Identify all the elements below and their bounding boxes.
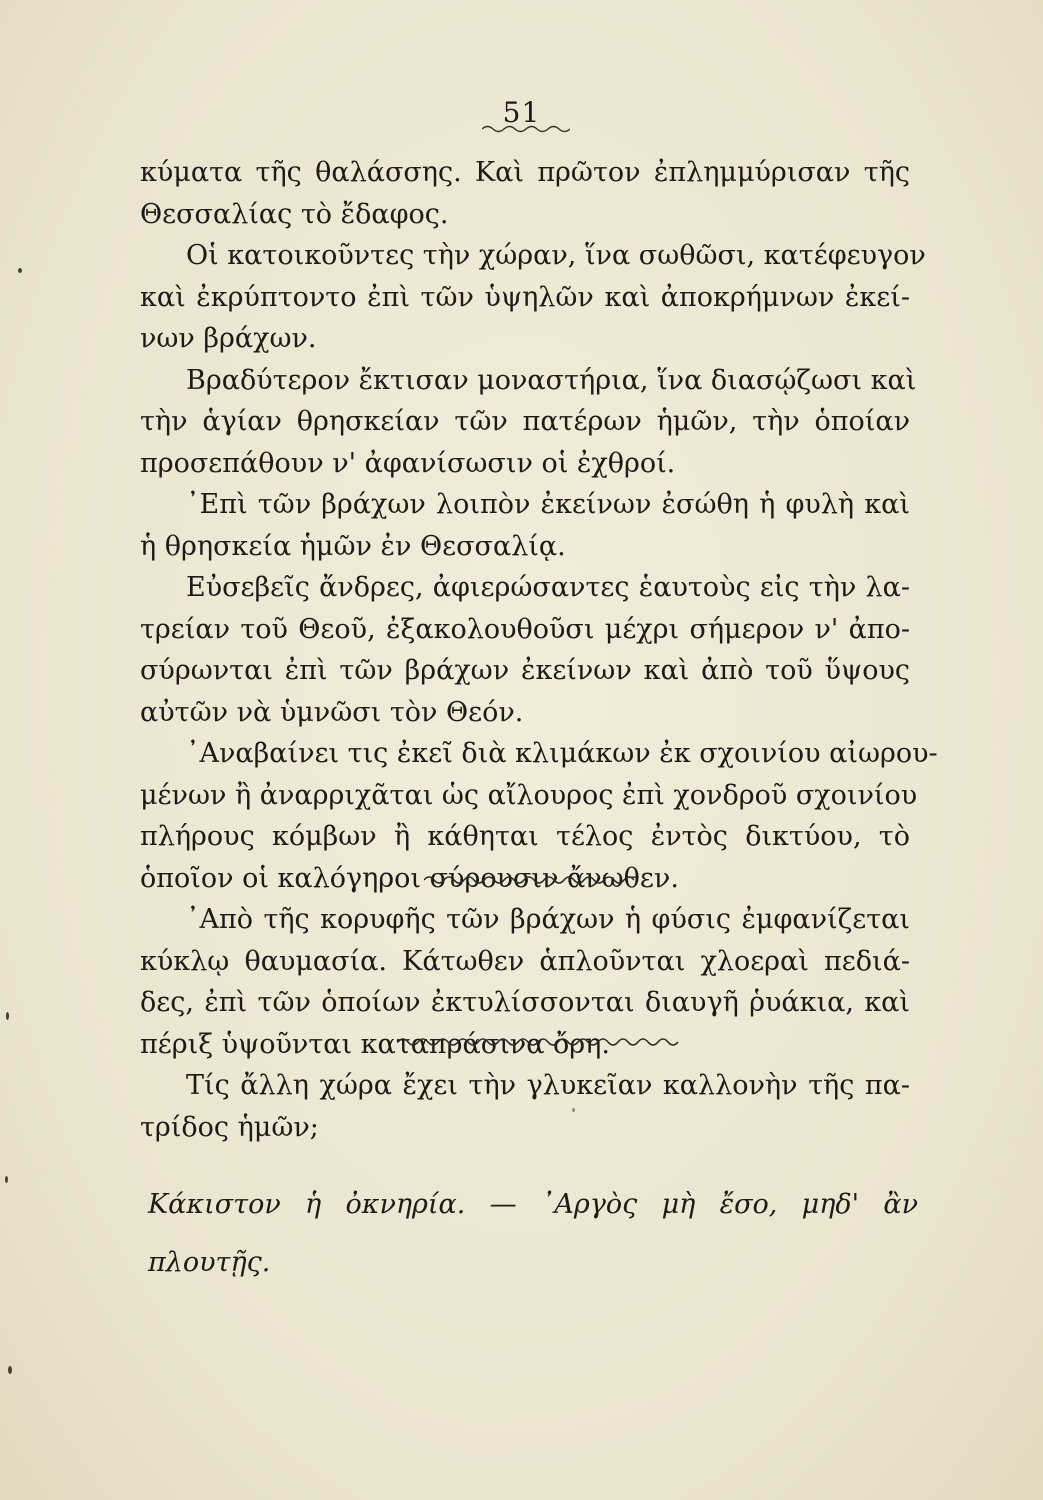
proverb-line: Κάκιστον ἡ ὀκνηρία. — ᾿Αργὸς μὴ ἔσο, μηδ' ἂν xyxy=(148,1189,918,1220)
text-line: ὁποῖον οἱ καλόγηροι σύρουσιν ἄνωθεν. xyxy=(140,862,679,894)
text-line: πλήρους κόμβων ἢ κάθηται τέλος ἐντὸς δικτύου, τὸ xyxy=(140,821,910,852)
text-line: Θεσσαλίας τὸ ἔδαφος. xyxy=(140,198,449,230)
body-text xyxy=(140,152,938,1148)
ink-speck xyxy=(572,1108,575,1112)
text-line: κύκλῳ θαυμασία. Κάτωθεν ἁπλοῦνται χλοεραὶ πεδιά- xyxy=(140,945,910,977)
text-line: τρείαν τοῦ Θεοῦ, ἐξακολουθοῦσι μέχρι σήμερον ν' ἀπο- xyxy=(140,613,910,645)
page-number-underline xyxy=(482,124,570,134)
proverb-line: πλουτῇς. xyxy=(148,1247,271,1278)
text-line: ᾿Επὶ τῶν βράχων λοιπὸν ἐκείνων ἐσώθη ἡ φυλὴ καὶ xyxy=(186,489,910,520)
text-line: νων βράχων. xyxy=(140,323,317,354)
text-line: αὐτῶν νὰ ὑμνῶσι τὸν Θεόν. xyxy=(140,696,524,728)
ornamental-divider-top xyxy=(424,872,638,886)
text-line: Εὐσεβεῖς ἄνδρες, ἀφιερώσαντες ἑαυτοὺς εἰς τὴν λα- xyxy=(186,572,910,603)
text-line: Οἱ κατοικοῦντες τὴν χώραν, ἵνα σωθῶσι, κατέφευγον xyxy=(186,240,926,271)
text-line: τρίδος ἡμῶν; xyxy=(140,1111,319,1143)
ink-speck xyxy=(18,268,22,273)
ink-speck xyxy=(6,1012,9,1020)
text-line: Βραδύτερον ἔκτισαν μοναστήρια, ἵνα διασῴζωσι καὶ xyxy=(186,364,917,396)
ornamental-divider-bottom xyxy=(398,1034,684,1048)
text-line: τὴν ἁγίαν θρησκείαν τῶν πατέρων ἡμῶν, τὴν ὁποίαν xyxy=(140,406,910,437)
text-line: σύρωνται ἐπὶ τῶν βράχων ἐκείνων καὶ ἀπὸ τοῦ ὕψους xyxy=(140,655,910,686)
ink-speck xyxy=(8,1366,12,1374)
text-line: προσεπάθουν ν' ἀφανίσωσιν οἱ ἐχθροί. xyxy=(140,447,676,479)
ink-speck xyxy=(5,1176,8,1183)
text-line: καὶ ἐκρύπτοντο ἐπὶ τῶν ὑψηλῶν καὶ ἀποκρήμνων ἐκεί- xyxy=(140,281,910,313)
text-line: ᾿Απὸ τῆς κορυφῆς τῶν βράχων ἡ φύσις ἐμφανίζεται xyxy=(186,904,910,935)
text-line: ᾿Αναβαίνει τις ἐκεῖ διὰ κλιμάκων ἐκ σχοινίου αἰωρου- xyxy=(186,738,938,769)
text-line: Τίς ἄλλη χώρα ἔχει τὴν γλυκεῖαν καλλονὴν τῆς πα- xyxy=(186,1070,910,1101)
text-line: κύματα τῆς θαλάσσης. Καὶ πρῶτον ἐπλημμύρισαν τῆς xyxy=(140,157,910,188)
text-line: ἡ θρησκεία ἡμῶν ἐν Θεσσαλίᾳ. xyxy=(140,530,566,562)
text-line: πέριξ ὑψοῦνται καταπράσινα ὄρη. xyxy=(140,1028,610,1060)
text-line: μένων ἢ ἀναρριχᾶται ὡς αἴλουρος ἐπὶ χονδροῦ σχοινίου xyxy=(140,779,918,811)
text-line: δες, ἐπὶ τῶν ὁποίων ἐκτυλίσσονται διαυγῆ ῥυάκια, καὶ xyxy=(140,987,910,1018)
proverb-block xyxy=(148,1176,918,1292)
page-number: 51 xyxy=(502,96,541,129)
